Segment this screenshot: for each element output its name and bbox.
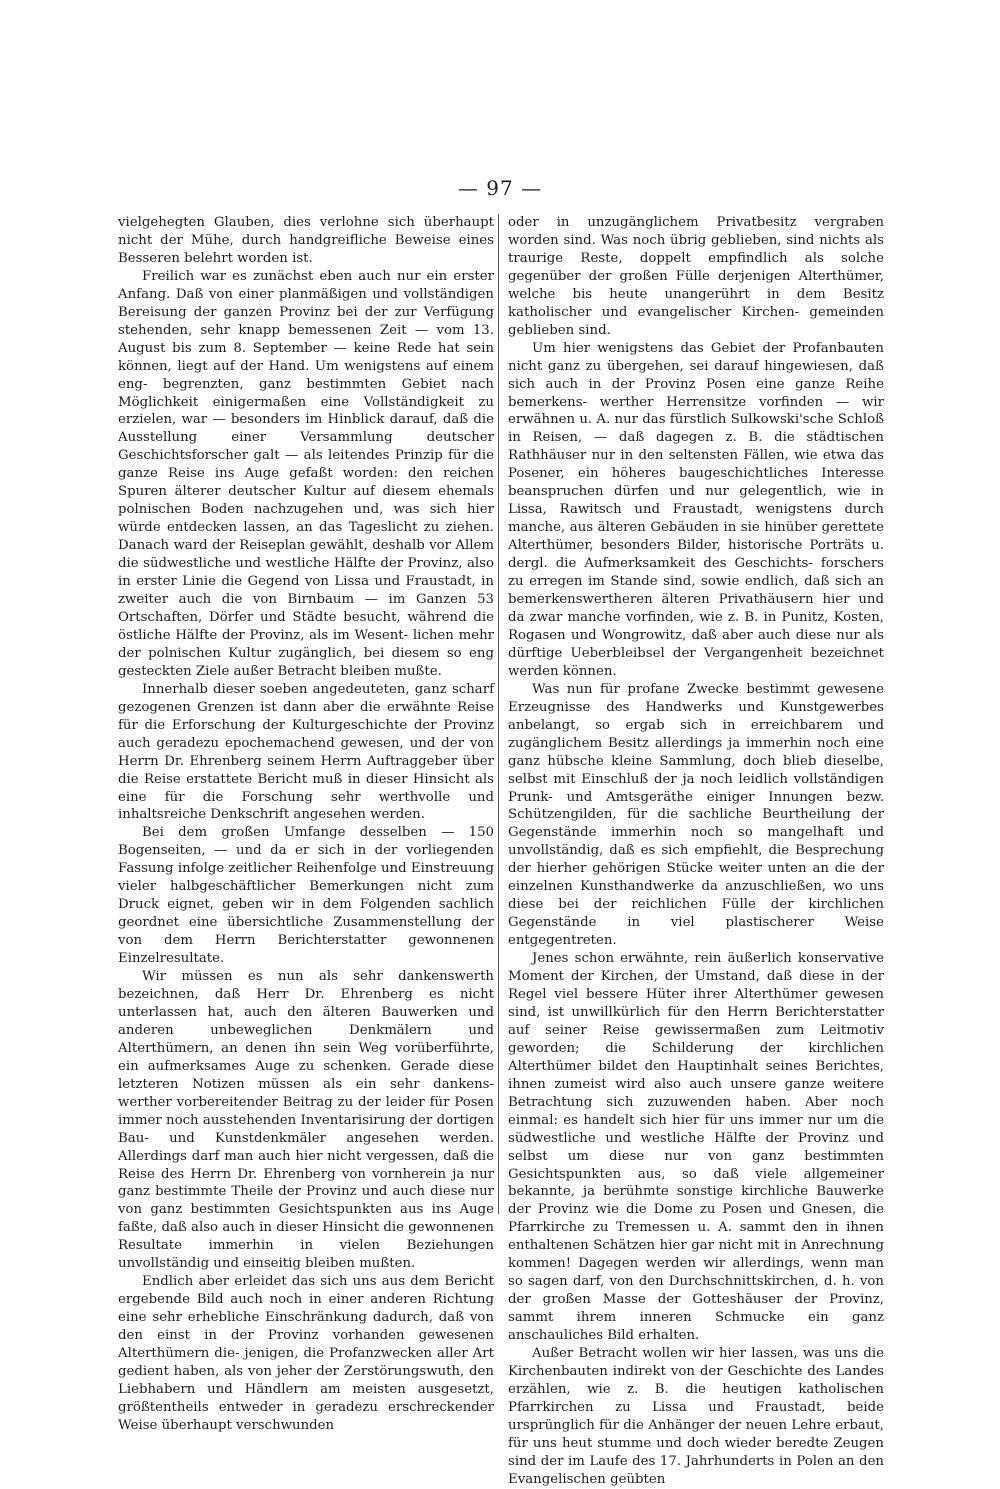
paragraph: Jenes schon erwähnte, rein äußerlich konservative Moment der Kirchen, der Umstand, daß diese in der Regel viel bessere Hüter ihrer Alterthümer gewesen sind, ist unwillkürlich für den Herrn Berichterstatter auf seiner Reise gewissermaßen zum Leitmotiv geworden; die Schilderung der kirchlichen Alterthümer bildet den Hauptinhalt seines Berichtes, ihnen zumeist wird also auch unsere ganze weitere Betrachtung sich zuzuwenden haben. Aber noch einmal: es handelt sich hier für uns immer nur um die südwestliche und westliche Hälfte der Provinz und selbst um diese nur von ganz bestimmten Gesichtspunkten aus, so daß viele allgemeiner bekannte, ja berühmte sonstige kirchliche Bauwerke der Provinz wie die Dome zu Posen und Gnesen, die Pfarrkirche zu Tremessen u. A. sammt den in ihnen enthaltenen Schätzen hier gar nicht mit in Anrechnung kommen! Dagegen werden wir allerdings, wenn man so sagen darf, von den Durchschnittskirchen, d. h. von der großen Masse der Gotteshäuser der Provinz, sammt ihrem inneren Schmucke ein ganz anschauliches Bild erhalten.	[508, 951, 884, 1344]
left-column	[118, 214, 494, 1435]
paragraph: vielgehegten Glauben, dies verlohne sich überhaupt nicht der Mühe, durch handgreifliche Beweise eines Besseren belehrt worden ist.	[118, 215, 494, 266]
paragraph: oder in unzugänglichem Privatbesitz vergraben worden sind. Was noch übrig geblieben, sind nichts als traurige Reste, doppelt empfindlich als solche gegenüber der großen Fülle derjenigen Alterthümer, welche bis heute unangerührt in dem Besitz katholischer und evangelischer Kirchen- gemeinden geblieben sind.	[508, 215, 884, 338]
right-column	[508, 214, 884, 1489]
paragraph: Wir müssen es nun als sehr dankenswerth bezeichnen, daß Herr Dr. Ehrenberg es nicht unterlassen hat, auch den älteren Bauwerken und anderen unbeweglichen Denkmälern und Alterthümern, an denen ihn sein Weg vorüberführte, ein aufmerksames Auge zu schenken. Gerade diese letzteren Notizen müssen als ein sehr dankens- werther vorbereitender Beitrag zu der leider für Posen immer noch ausstehenden Inventarisirung der dortigen Bau- und Kunstdenkmäler angesehen werden. Allerdings darf man auch hier nicht vergessen, daß die Reise des Herrn Dr. Ehrenberg von vornherein ja nur ganz bestimmte Theile der Provinz und auch diese nur von ganz bestimmten Gesichtspunkten aus ins Auge faßte, daß also auch in dieser Hinsicht die gewonnenen Resultate immerhin in vielen Beziehungen unvollständig und einseitig bleiben mußten.	[118, 969, 494, 1272]
paragraph: Um hier wenigstens das Gebiet der Profanbauten nicht ganz zu übergehen, sei darauf hingewiesen, daß sich auch in der Provinz Posen eine ganze Reihe bemerkens- werther Herrensitze vorfinden — wir erwähnen u. A. nur das fürstlich Sulkowski'sche Schloß in Reisen, — daß dagegen z. B. die städtischen Rathhäuser nur in den seltensten Fällen, wie etwa das Posener, ein höheres baugeschichtliches Interesse beanspruchen dürfen und nur gelegentlich, wie in Lissa, Rawitsch und Fraustadt, wenigstens durch manche, aus älteren Gebäuden in sie hinüber gerettete Alterthümer, besonders Bilder, historische Porträts u. dergl. die Aufmerksamkeit des Geschichts- forschers zu erregen im Stande sind, sowie endlich, daß sich an bemerkenswertheren älteren Privathäusern hier und da zwar manche vorfinden, wie z. B. in Punitz, Kosten, Rogasen und Wongrowitz, daß aber auch diese nur als dürftige Ueberbleibsel der Vergangenheit bezeichnet werden können.	[508, 340, 884, 679]
page-number: — 97 —	[457, 176, 543, 200]
paragraph: Endlich aber erleidet das sich uns aus dem Bericht ergebende Bild auch noch in einer anderen Richtung eine sehr erhebliche Einschränkung dadurch, daß von den einst in der Provinz vorhanden gewesenen Alterthümern die- jenigen, die Profanzwecken aller Art gedient haben, als von jeher der Zerstörungswuth, den Liebhabern und Händlern am meisten ausgesetzt, größtentheils entweder in geradezu erschreckender Weise überhaupt verschwunden	[118, 1274, 494, 1433]
column-divider	[498, 214, 499, 1214]
paragraph: Bei dem großen Umfange desselben — 150 Bogenseiten, — und da er sich in der vorliegenden Fassung infolge zeitlicher Reihenfolge und Einstreuung vieler halbgeschäftlicher Bemerkungen nicht zum Druck eignet, geben wir in dem Folgenden sachlich geordnet eine übersichtliche Zusammenstellung der von dem Herrn Berichterstatter gewonnenen Einzelresultate.	[118, 825, 494, 967]
paragraph: Freilich war es zunächst eben auch nur ein erster Anfang. Daß von einer planmäßigen und vollständigen Bereisung der ganzen Provinz bei der zur Verfügung stehenden, sehr knapp bemessenen Zeit — vom 13. August bis zum 8. September — keine Rede hat sein können, liegt auf der Hand. Um wenigstens auf einem eng- begrenzten, ganz bestimmten Gebiet nach Möglichkeit einigermaßen eine Vollständigkeit zu erzielen, war — besonders im Hinblick darauf, daß die Ausstellung einer Versammlung deutscher Geschichtsforscher galt — als leitendes Prinzip für die ganze Reise ins Auge gefaßt worden: den reichen Spuren älterer deutscher Kultur auf diesem ehemals polnischen Boden nachzugehen und, was sich hier würde entdecken lassen, an das Tageslicht zu ziehen. Danach ward der Reiseplan gewählt, deshalb vor Allem die südwestliche und westliche Hälfte der Provinz, also in erster Linie die Gegend von Lissa und Fraustadt, in zweiter auch die von Birnbaum — im Ganzen 53 Ortschaften, Dörfer und Städte besucht, während die östliche Hälfte der Provinz, als im Wesent- lichen mehr der polnischen Kultur zugänglich, bei diesem so eng gesteckten Ziele außer Betracht bleiben mußte.	[118, 268, 494, 679]
paragraph: Was nun für profane Zwecke bestimmt gewesene Erzeugnisse des Handwerks und Kunstgewerbes anbelangt, so ergab sich in erreichbarem und zugänglichem Besitz allerdings ja immerhin noch eine ganz hübsche kleine Sammlung, doch blieb dieselbe, selbst mit Einschluß der ja noch leidlich vollständigen Prunk- und Amtsgeräthe einiger Innungen bezw. Schützengilden, für die sachliche Beurtheilung der Gegenstände immerhin noch so mangelhaft und unvollständig, daß es sich empfiehlt, die Besprechung der hierher gehörigen Stücke weiter unten an die der einzelnen Kunsthandwerke da anzuschließen, wo uns diese bei der reichlichen Fülle der kirchlichen Gegenstände in viel plastischerer Weise entgegentreten.	[508, 681, 884, 949]
paragraph: Innerhalb dieser soeben angedeuteten, ganz scharf gezogenen Grenzen ist dann aber die erwähnte Reise für die Erforschung der Kulturgeschichte der Provinz auch geradezu epochemachend gewesen, und der von Herrn Dr. Ehrenberg seinem Herrn Auftraggeber über die Reise erstattete Bericht muß in dieser Hinsicht als eine für die Forschung sehr werthvolle und inhaltsreiche Denkschrift angesehen werden.	[118, 681, 494, 823]
paragraph: Außer Betracht wollen wir hier lassen, was uns die Kirchenbauten indirekt von der Geschichte des Landes erzählen, wie z. B. die heutigen katholischen Pfarrkirchen zu Lissa und Fraustadt, beide ursprünglich für die Anhänger der neuen Lehre erbaut, für uns heut stumme und doch wieder beredte Zeugen sind der im Laufe des 17. Jahrhunderts in Polen an den Evangelischen geübten	[508, 1346, 884, 1487]
